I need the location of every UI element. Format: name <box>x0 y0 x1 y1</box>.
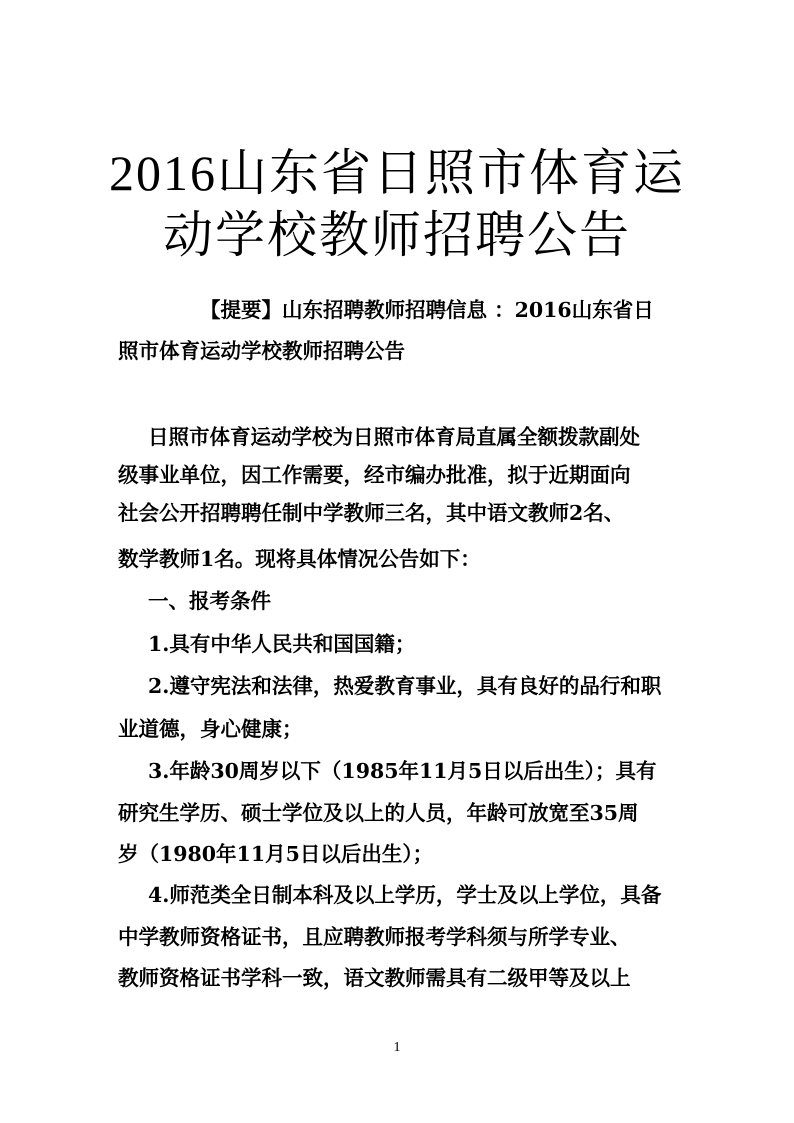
body-line: 3.年龄30周岁以下（1985年11月5日以后出生）；具有 <box>148 759 657 783</box>
body-line: 中学教师资格证书，且应聘教师报考学科须与所学专业、 <box>118 925 631 949</box>
summary-line-1: 【提要】山东招聘教师招聘信息 ：2016山东省日 <box>200 298 654 322</box>
body-line: 日照市体育运动学校为日照市体育局直属全额拨款副处 <box>148 425 640 449</box>
section-heading: 一、报考条件 <box>148 589 271 613</box>
body-line: 岁（1980年11月5日以后出生）； <box>118 842 434 866</box>
document-title-line-1: 2016山东省日照市体育运 <box>109 145 685 201</box>
body-line: 教师资格证书学科一致，语文教师需具有二级甲等及以上 <box>118 966 631 990</box>
body-line: 4.师范类全日制本科及以上学历，学士及以上学位，具备 <box>148 883 662 907</box>
body-line: 级事业单位，因工作需要，经市编办批准，拟于近期面向 <box>118 463 631 487</box>
body-line: 数学教师1名。现将具体情况公告如下： <box>118 547 481 571</box>
page-number: 1 <box>393 1040 401 1055</box>
document-title-line-2: 动学校教师招聘公告 <box>163 207 631 263</box>
body-line: 研究生学历、硕士学位及以上的人员，年龄可放宽至35周 <box>118 801 639 825</box>
body-line: 1.具有中华人民共和国国籍； <box>148 632 416 656</box>
body-line: 社会公开招聘聘任制中学教师三名，其中语文教师2名、 <box>118 501 625 525</box>
summary-line-2: 照市体育运动学校教师招聘公告 <box>118 339 405 363</box>
body-line: 业道德，身心健康； <box>118 717 303 741</box>
body-line: 2.遵守宪法和法律，热爱教育事业，具有良好的品行和职 <box>148 674 662 698</box>
